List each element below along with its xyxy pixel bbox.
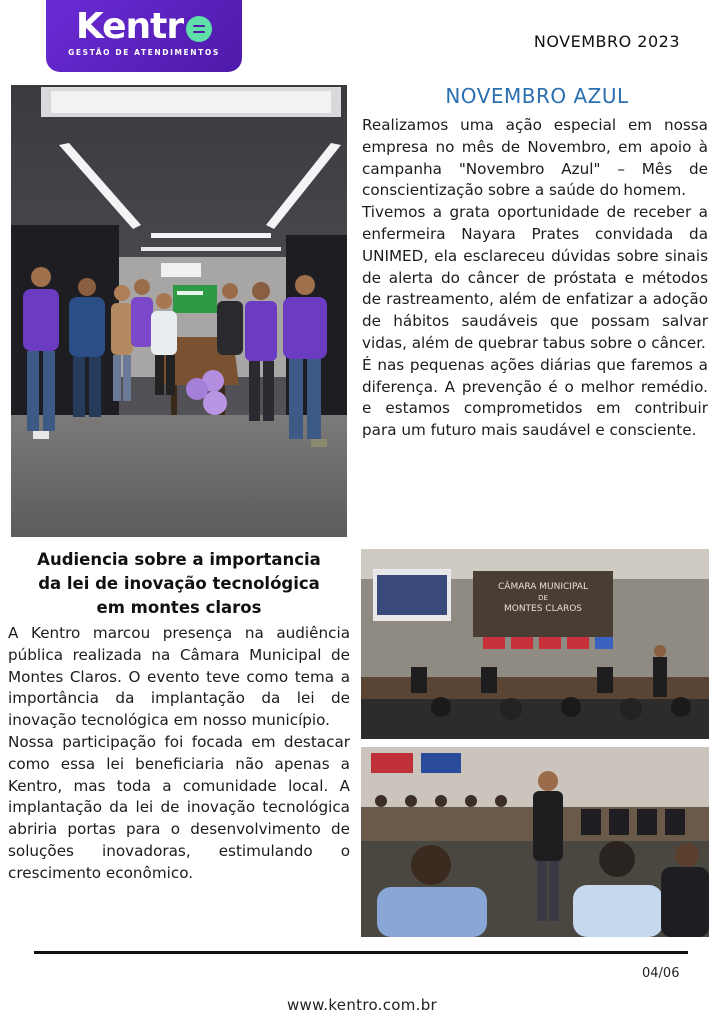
paragraph: A Kentro marcou presença na audiência pública realizada na Câmara Municipal de Montes Claros. O evento teve como tema a importância da implantação da lei de inovação tecnológica em nosso município. [8, 624, 350, 730]
title-line: Audiencia sobre a importancia [37, 550, 321, 569]
logo-word: Kentr [75, 6, 184, 47]
title-line: em montes claros [96, 598, 262, 617]
logo-tagline: GESTÃO DE ATENDIMENTOS [68, 48, 220, 57]
kentro-logo [46, 0, 242, 72]
section-audiencia-text [8, 623, 350, 885]
page-number: 04/06 [642, 966, 680, 981]
section-novembro-azul-text [362, 115, 708, 442]
footer-divider [34, 951, 688, 954]
chamber-sign-line: CÂMARA MUNICIPAL [498, 582, 588, 592]
photo-audiencia-plenario [361, 747, 709, 937]
chamber-sign-line: MONTES CLAROS [503, 604, 583, 614]
issue-date: NOVEMBRO 2023 [533, 32, 680, 51]
chamber-sign-line: DE [538, 594, 548, 602]
paragraph: É nas pequenas ações diárias que faremos a diferença. A prevenção é o melhor remédio. e estamos comprometidos em contribuir para um futuro mais saudável e consciente. [362, 355, 708, 440]
paragraph: Tivemos a grata oportunidade de receber a enfermeira Nayara Prates convidada da UNIMED, ela esclareceu dúvidas sobre sinais de alerta do câncer de próstata e métodos de rastreamento, além de enfatizar a adoção de hábitos saudáveis que possam salvar vidas, além de quebrar tabus sobre o câncer. [362, 203, 708, 352]
photo-camara-municipal [361, 549, 709, 739]
photo-team-office [11, 85, 347, 537]
section-title-audiencia [8, 548, 350, 620]
website-link[interactable]: www.kentro.com.br [286, 996, 438, 1014]
paragraph: Nossa participação foi focada em destacar como essa lei beneficiaria não apenas a Kentro, mas toda a comunidade local. A implantação da lei de inovação tecnológica abriria portas para o desenvolvimento de soluções inovadoras, estimulando o crescimento econômico. [8, 732, 350, 882]
section-title-novembro-azul: NOVEMBRO AZUL [445, 84, 629, 108]
logo-wordmark [76, 8, 212, 46]
title-line: da lei de inovação tecnológica [38, 574, 320, 593]
logo-o-icon [186, 16, 212, 42]
paragraph: Realizamos uma ação especial em nossa empresa no mês de Novembro, em apoio à campanha "Novembro Azul" – Mês de conscientização sobre a saúde do homem. [362, 116, 708, 200]
